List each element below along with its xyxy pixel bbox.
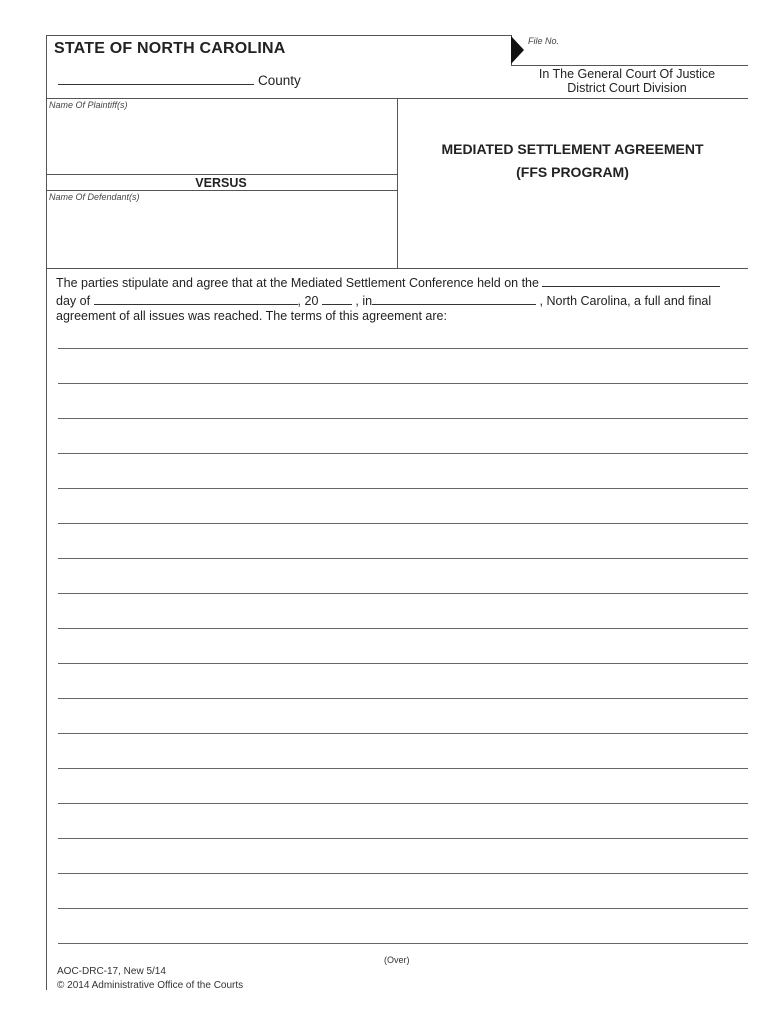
over-note: (Over) xyxy=(384,955,410,965)
terms-line[interactable] xyxy=(58,908,748,909)
plaintiff-name-field[interactable] xyxy=(48,112,394,172)
form-title-line1: MEDIATED SETTLEMENT AGREEMENT xyxy=(441,141,704,157)
conference-year-input[interactable] xyxy=(322,292,352,305)
file-no-arrow-icon xyxy=(511,36,525,64)
file-no-input[interactable] xyxy=(528,48,746,64)
terms-line[interactable] xyxy=(58,383,748,384)
stipulation-text-6: agreement of all issues was reached. The terms of this agreement are: xyxy=(56,309,447,323)
form-id: AOC-DRC-17, New 5/14 xyxy=(57,966,166,977)
stipulation-text-2: day of xyxy=(56,293,91,308)
county-row xyxy=(58,72,301,88)
copyright-notice: © 2014 Administrative Office of the Courts xyxy=(57,980,244,991)
terms-line[interactable] xyxy=(58,593,748,594)
terms-line[interactable] xyxy=(58,943,748,944)
defendant-name-field[interactable] xyxy=(48,204,394,264)
versus-bottom-line xyxy=(46,190,397,191)
defendant-label: Name Of Defendant(s) xyxy=(49,192,140,202)
form-title-line2: (FFS PROGRAM) xyxy=(516,164,629,180)
terms-line[interactable] xyxy=(58,453,748,454)
state-title: STATE OF NORTH CAROLINA xyxy=(54,40,286,57)
terms-line[interactable] xyxy=(58,838,748,839)
file-no-field-line xyxy=(511,65,748,66)
county-input[interactable] xyxy=(58,72,254,85)
terms-line[interactable] xyxy=(58,663,748,664)
terms-line[interactable] xyxy=(58,873,748,874)
versus-label: VERSUS xyxy=(195,176,247,190)
plaintiff-label: Name Of Plaintiff(s) xyxy=(49,100,128,110)
caption-center-divider xyxy=(397,98,398,268)
conference-location-input[interactable] xyxy=(372,292,536,305)
terms-line[interactable] xyxy=(58,348,748,349)
stipulation-text-1: The parties stipulate and agree that at the Mediated Settlement Conference held on the xyxy=(56,276,539,290)
terms-line[interactable] xyxy=(58,733,748,734)
versus-top-line xyxy=(46,174,397,175)
county-label: County xyxy=(258,73,301,88)
terms-line[interactable] xyxy=(58,698,748,699)
court-name-line1: In The General Court Of Justice xyxy=(538,67,716,81)
stipulation-text-4: , in xyxy=(355,293,373,308)
frame-top-border xyxy=(46,35,511,36)
conference-date-input[interactable] xyxy=(542,274,720,287)
terms-line[interactable] xyxy=(58,768,748,769)
file-no-label: File No. xyxy=(528,36,560,46)
terms-line[interactable] xyxy=(58,418,748,419)
terms-line[interactable] xyxy=(58,628,748,629)
stipulation-text-5: , North Carolina, a full and final xyxy=(539,293,712,308)
terms-line[interactable] xyxy=(58,523,748,524)
court-name-line2: District Court Division xyxy=(567,81,687,95)
terms-line[interactable] xyxy=(58,488,748,489)
stipulation-text-3: , 20 xyxy=(297,293,319,308)
terms-line[interactable] xyxy=(58,558,748,559)
stipulation-paragraph xyxy=(56,274,746,325)
caption-bottom-divider xyxy=(46,268,748,269)
terms-line[interactable] xyxy=(58,803,748,804)
conference-month-input[interactable] xyxy=(94,292,298,305)
